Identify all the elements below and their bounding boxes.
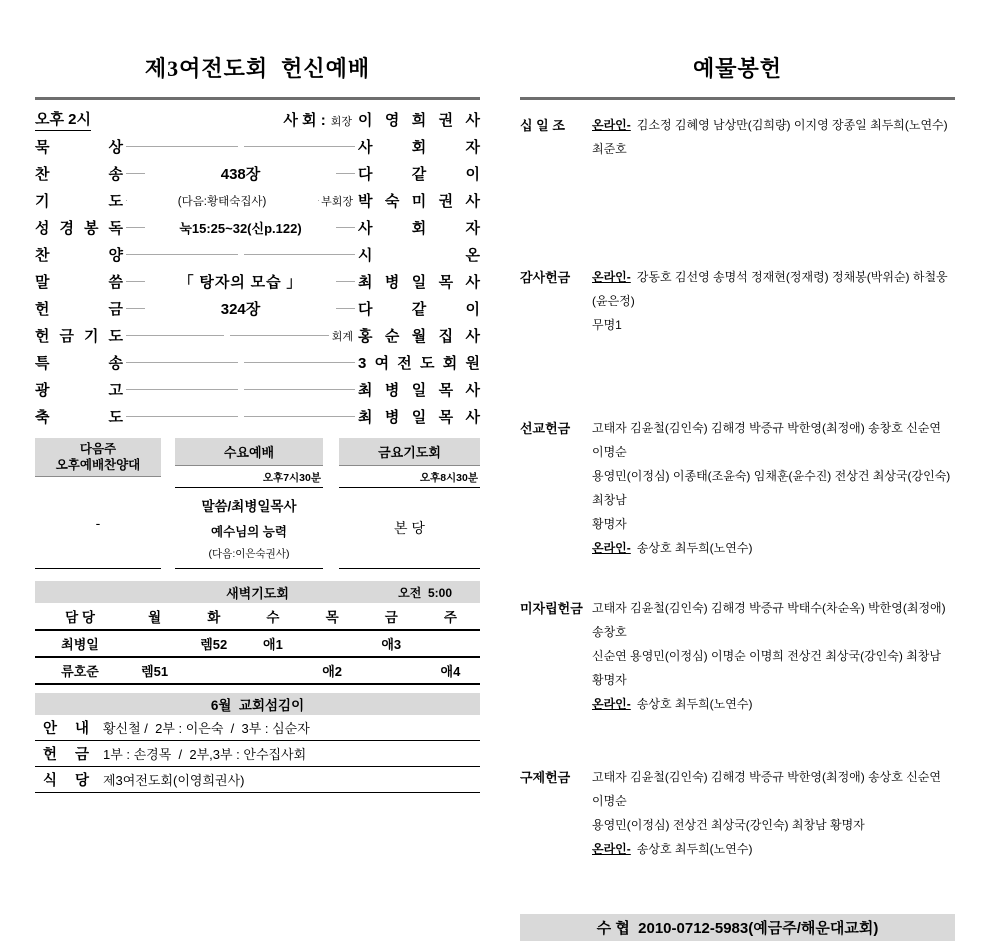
names-text: 강동호 김선영 송명석 정재현(정재령) 정채봉(박위순) 하철웅(윤은정)	[592, 270, 948, 308]
box-title-line1: 다음주	[79, 441, 117, 456]
dawn-title: 새벽기도회	[226, 585, 289, 601]
offering-sections	[520, 113, 955, 861]
title-rule	[520, 97, 955, 100]
next-week-choir-box	[35, 438, 161, 569]
names-line	[592, 813, 955, 837]
order-item-label: 성 경 봉 독	[35, 220, 123, 237]
box-body	[175, 488, 323, 568]
order-row	[35, 322, 480, 349]
column-header: 월	[148, 610, 162, 625]
names-text: 송상호 최두희(노연수)	[636, 842, 753, 856]
order-item-label: 기 도	[35, 193, 123, 210]
order-item-detail: 324장	[220, 301, 261, 318]
names-text: 고태자 김윤철(김인숙) 김해경 박증규 박한영(최정애) 송창호 신순연 이명순	[592, 421, 941, 459]
leader-line	[336, 227, 355, 228]
person-role-prefix: 회계	[331, 330, 354, 343]
section-label: 감사헌금	[520, 270, 571, 285]
sermon-title: 「 탕자의 모습 」	[178, 275, 303, 291]
box-title-line1: 금요기도회	[378, 445, 441, 460]
offerings-title: 예물봉헌	[692, 56, 782, 81]
mission-section	[520, 416, 955, 560]
servants-role-label: 식 당	[43, 773, 89, 789]
dawn-row	[35, 631, 480, 658]
box-content: (다음:이은숙권사)	[208, 548, 290, 561]
order-item-label: 축 도	[35, 409, 123, 426]
names-line	[592, 536, 955, 560]
section-lines	[592, 113, 955, 161]
leader-line	[244, 362, 356, 363]
column-header: 목	[325, 610, 339, 625]
order-item-person: 사 회 자	[358, 220, 480, 237]
names-line	[592, 512, 955, 536]
leader-line	[126, 389, 238, 390]
leader-line	[244, 146, 356, 147]
order-item-person: 최 병 일 목 사	[358, 274, 480, 291]
mc-role: 회장	[330, 115, 352, 128]
servants-row	[35, 741, 480, 767]
friday-prayer-box	[339, 438, 480, 569]
servants-row	[35, 715, 480, 741]
dawn-cell: 애2	[322, 664, 342, 679]
names-line	[592, 692, 955, 716]
servants-names: 황신철 / 2부 : 이은숙 / 3부 : 심순자	[103, 721, 310, 736]
names-text: 황명자	[592, 517, 627, 531]
leader-line	[336, 173, 355, 174]
mc-prefix: 사 회 :	[283, 112, 326, 129]
leader-line	[126, 335, 224, 336]
service-time-label: 오후8시30분	[339, 466, 480, 488]
names-text: 무명1	[592, 318, 622, 332]
column-gap	[480, 52, 520, 806]
order-row	[35, 160, 480, 187]
order-item-label: 광 고	[35, 382, 123, 399]
names-line	[592, 464, 955, 512]
dawn-header	[35, 581, 480, 603]
box-title-line2: 오후예배찬양대	[55, 458, 141, 472]
order-item-label: 헌 금	[35, 301, 123, 318]
leader-line	[336, 281, 355, 282]
names-text: 용영민(이정심) 이종태(조윤숙) 임채훈(윤수진) 전상건 최상국(강인숙) 최창남	[592, 469, 951, 507]
worship-title: 제3여전도회 헌신예배	[144, 56, 371, 81]
servants-names: 제3여전도회(이영희권사)	[103, 773, 245, 788]
leader-line	[230, 335, 328, 336]
order-item-person: 3 여 전 도 회 원	[358, 355, 480, 372]
online-tag: 온라인-	[592, 697, 631, 711]
order-item-person: 시 온	[358, 247, 480, 264]
order-row	[35, 187, 480, 214]
order-header-row	[35, 106, 480, 133]
names-line	[592, 644, 955, 692]
order-row	[35, 295, 480, 322]
section-label: 십 일 조	[520, 118, 565, 133]
order-row	[35, 376, 480, 403]
servants-names: 1부 : 손경목 / 2부,3부 : 안수집사회	[103, 747, 307, 762]
column-header: 담 당	[65, 610, 95, 625]
order-item-person: 최 병 일 목 사	[358, 409, 480, 426]
dawn-leader-name: 류호준	[61, 664, 99, 679]
column-header: 금	[384, 610, 398, 625]
tithe-section	[520, 113, 955, 161]
names-line	[592, 265, 955, 313]
section-label: 구제헌금	[520, 770, 571, 785]
service-time: 오후 2시	[35, 108, 91, 131]
names-line	[592, 596, 955, 644]
order-item-person: 사 회 자	[358, 139, 480, 156]
names-text: 송상호 최두희(노연수)	[636, 541, 753, 555]
section-label: 선교헌금	[520, 421, 571, 436]
order-item-label: 헌 금 기 도	[35, 328, 123, 345]
column-header: 화	[207, 610, 221, 625]
leader-line	[244, 389, 356, 390]
dawn-prayer-table	[35, 581, 480, 685]
names-text: 신순연 용영민(이정심) 이명순 이명희 전상건 최상국(강인숙) 최창남 황명자	[592, 649, 941, 687]
leader-line	[244, 416, 356, 417]
order-item-label: 찬 송	[35, 166, 123, 183]
leader-line	[126, 146, 238, 147]
info-boxes	[35, 438, 480, 569]
column-header: 수	[266, 610, 280, 625]
wednesday-service-box	[175, 438, 323, 569]
worship-order-list	[35, 106, 480, 430]
dawn-cell: 애3	[381, 637, 402, 652]
dawn-column-headers	[35, 603, 480, 631]
leader-line	[318, 200, 319, 201]
leader-line	[126, 281, 145, 282]
relief-section	[520, 765, 955, 861]
leader-line	[126, 200, 127, 201]
worship-order-column	[35, 52, 480, 806]
order-item-person: 다 같 이	[358, 301, 480, 318]
order-item-detail: 눅15:25~32(신p.122)	[179, 221, 302, 236]
order-row	[35, 403, 480, 430]
order-item-person: 최 병 일 목 사	[358, 382, 480, 399]
leader-line	[126, 308, 145, 309]
names-line	[592, 837, 955, 861]
box-body	[35, 477, 161, 568]
service-time-label: 오후7시30분	[175, 466, 323, 488]
leader-line	[336, 308, 355, 309]
order-row	[35, 241, 480, 268]
order-item-label: 묵 상	[35, 139, 123, 156]
order-item-label: 찬 양	[35, 247, 123, 264]
order-row	[35, 133, 480, 160]
order-item-detail: (다음:황태숙집사)	[177, 195, 267, 208]
dawn-cell: 애1	[263, 637, 283, 652]
names-line	[592, 313, 955, 337]
section-lines	[592, 265, 955, 337]
order-item-detail: 438장	[220, 166, 261, 183]
box-content: 본 당	[394, 520, 425, 536]
box-body	[339, 488, 480, 568]
leader-line	[126, 227, 145, 228]
offerings-column	[520, 52, 955, 937]
online-tag: 온라인-	[592, 118, 631, 132]
order-item-label: 특 송	[35, 355, 123, 372]
box-content: -	[95, 514, 101, 531]
dawn-cell: 렘52	[200, 637, 228, 652]
servants-role-label: 안 내	[43, 721, 89, 737]
names-text: 고태자 김윤철(김인숙) 김해경 박증규 박한영(최정애) 송상호 신순연 이명순	[592, 770, 941, 808]
bank-account-bar: 수 협 2010-0712-5983(예금주/해운대교회)	[520, 914, 955, 941]
leader-line	[244, 254, 356, 255]
leader-line	[126, 173, 145, 174]
leader-line	[126, 362, 238, 363]
names-text: 용영민(이정심) 전상건 최상국(강인숙) 최창남 황명자	[592, 818, 865, 832]
order-item-person: 박 숙 미 권 사	[358, 193, 481, 210]
mc-group	[283, 109, 480, 130]
order-item-person: 홍 순 월 집 사	[358, 328, 481, 345]
servants-title: 6월 교회섬김이	[35, 693, 480, 715]
dawn-row	[35, 658, 480, 685]
order-row	[35, 349, 480, 376]
self-support-section	[520, 596, 955, 716]
mc-name: 이 영 희 권 사	[358, 112, 480, 129]
names-line	[592, 113, 955, 161]
order-item-person: 다 같 이	[358, 166, 480, 183]
names-text: 송상호 최두희(노연수)	[636, 697, 753, 711]
order-item-label: 말 씀	[35, 274, 123, 291]
servants-row	[35, 767, 480, 793]
names-text: 김소정 김혜영 남상만(김희량) 이지영 장종일 최두희(노연수) 최준호	[592, 118, 948, 156]
order-row	[35, 214, 480, 241]
dawn-leader-name: 최병일	[61, 637, 99, 652]
names-text: 고태자 김윤철(김인숙) 김해경 박증규 박태수(차순옥) 박한영(최정애) 송창호	[592, 601, 946, 639]
order-row	[35, 268, 480, 295]
dawn-cell: 애4	[440, 664, 461, 679]
section-lines	[592, 416, 955, 560]
dawn-time: 오전 5:00	[398, 585, 452, 600]
section-lines	[592, 765, 955, 861]
section-lines	[592, 596, 955, 716]
box-content: 말씀/최병일목사	[201, 498, 297, 514]
person-role-prefix: 부회장	[321, 195, 354, 208]
box-header	[35, 438, 161, 477]
online-tag: 온라인-	[592, 270, 631, 284]
dawn-cell: 렘51	[141, 664, 169, 679]
box-header	[175, 438, 323, 466]
title-rule	[35, 97, 480, 100]
church-servants-table	[35, 693, 480, 793]
box-title-line1: 수요예배	[223, 445, 275, 460]
online-tag: 온라인-	[592, 842, 631, 856]
box-content: 예수님의 능력	[211, 524, 287, 539]
box-header	[339, 438, 480, 466]
online-tag: 온라인-	[592, 541, 631, 555]
names-line	[592, 416, 955, 464]
column-header: 주	[443, 610, 457, 625]
thanksgiving-section	[520, 265, 955, 337]
leader-line	[126, 254, 238, 255]
section-label: 미자립헌금	[520, 601, 583, 616]
servants-role-label: 헌 금	[43, 747, 89, 763]
leader-line	[126, 416, 238, 417]
